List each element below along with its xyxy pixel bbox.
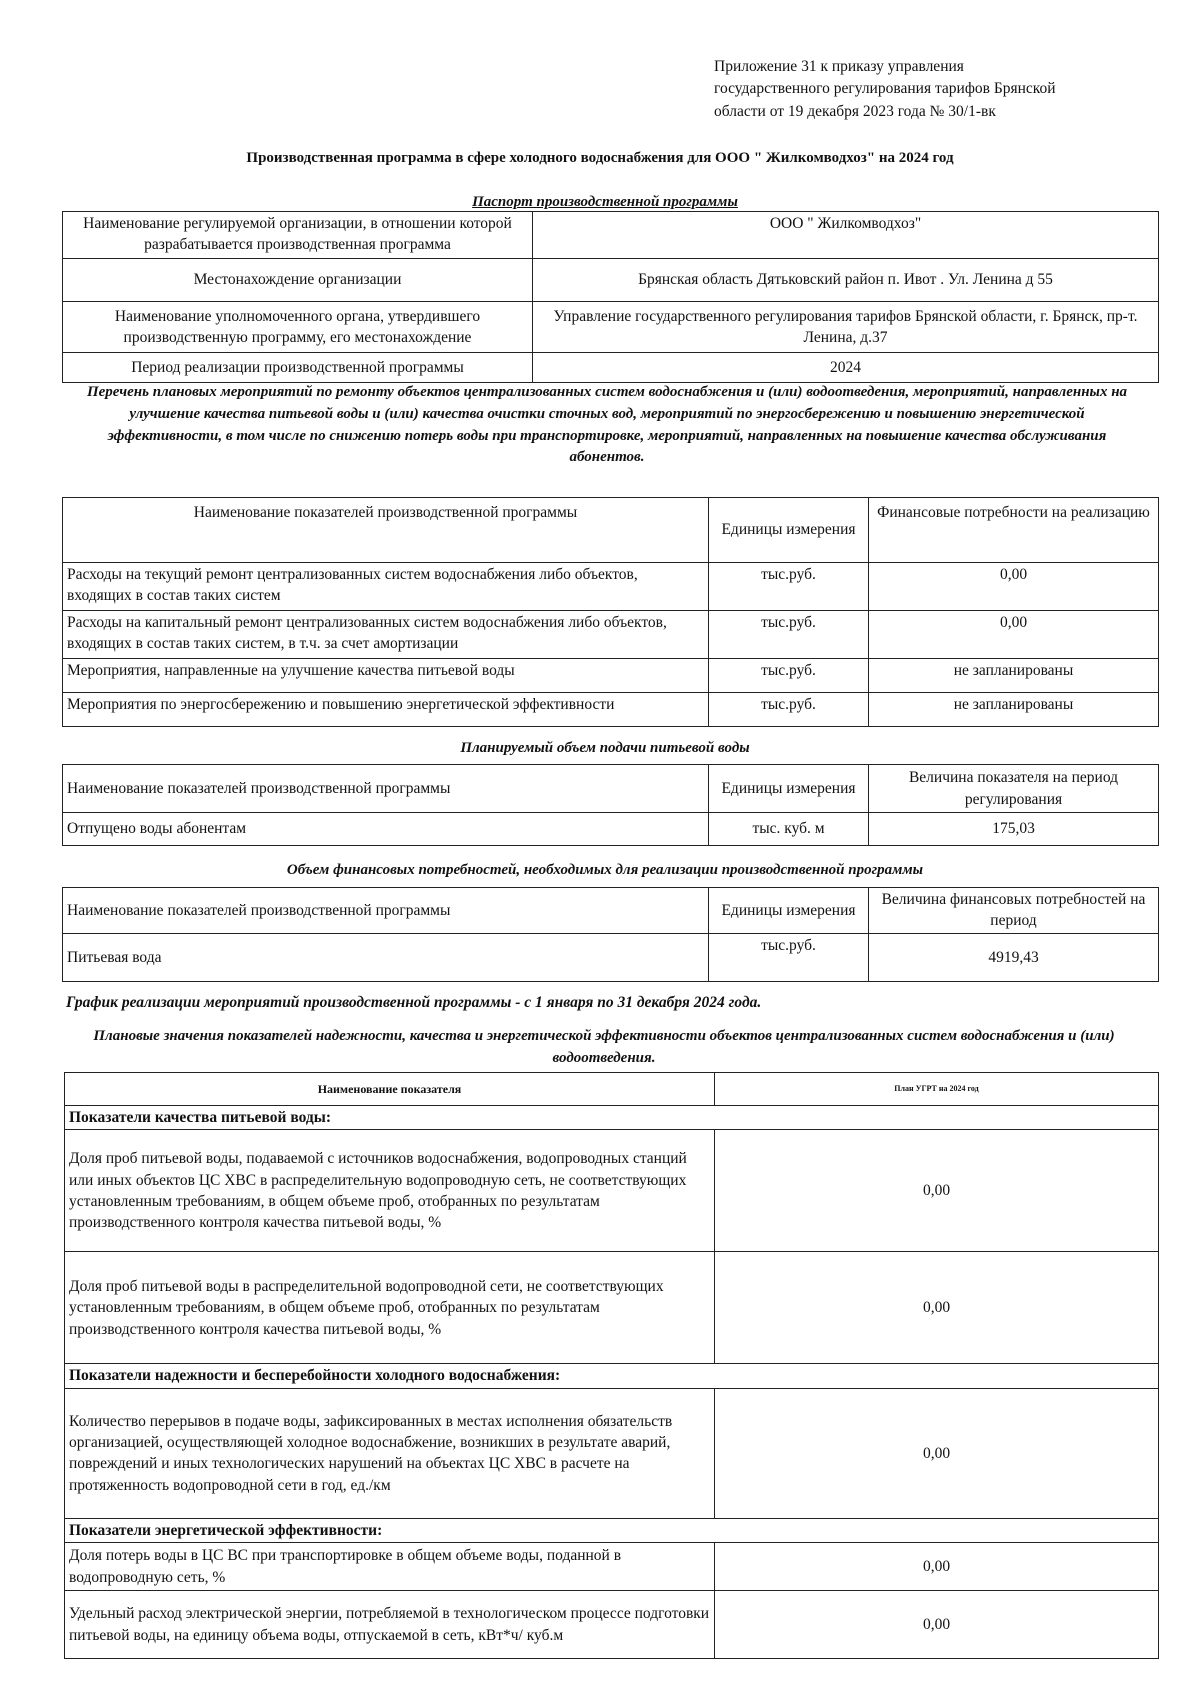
finance-value: 4919,43 <box>869 933 1159 981</box>
appendix-line-2: государственного регулирования тарифов Брянской <box>714 80 1056 98</box>
volume-header-unit: Единицы измерения <box>709 765 869 813</box>
measure-value: 0,00 <box>869 563 1159 611</box>
volume-header-name: Наименование показателей производственной программы <box>63 765 709 813</box>
table-row <box>63 659 1159 693</box>
measure-value: не запланированы <box>869 693 1159 727</box>
passport-value: Управление государственного регулирования тарифов Брянской области, г. Брянск, пр-т. Ленина, д.37 <box>533 302 1159 353</box>
volume-caption: Планируемый объем подачи питьевой воды <box>460 740 750 756</box>
volume-value: 175,03 <box>869 813 1159 846</box>
table-row <box>63 813 1159 846</box>
section-reliability: Показатели надежности и бесперебойности холодного водоснабжения: <box>65 1364 1159 1388</box>
measures-header-unit: Единицы измерения <box>709 498 869 563</box>
indicator-value: 0,00 <box>715 1130 1159 1252</box>
finance-unit: тыс.руб. <box>709 933 869 981</box>
table-row <box>65 1130 1159 1252</box>
appendix-line-3: области от 19 декабря 2023 года № 30/1-вк <box>714 102 996 120</box>
schedule-note: График реализации мероприятий производственной программы - с 1 января по 31 декабря 2024 года. <box>66 994 762 1011</box>
passport-row <box>63 302 1159 353</box>
indicators-header-row <box>65 1073 1159 1106</box>
passport-label: Наименование регулируемой организации, в отношении которой разрабатывается производственная программа <box>63 212 533 259</box>
measures-header-name: Наименование показателей производственной программы <box>63 498 709 563</box>
passport-row <box>63 353 1159 383</box>
table-row <box>65 1591 1159 1659</box>
measure-unit: тыс.руб. <box>709 693 869 727</box>
passport-caption-text: Паспорт производственной программы <box>472 194 738 210</box>
volume-table <box>62 764 1159 846</box>
table-row <box>63 611 1159 659</box>
indicator-value: 0,00 <box>715 1543 1159 1591</box>
measure-name: Мероприятия по энергосбережению и повышению энергетической эффективности <box>63 693 709 727</box>
indicator-value: 0,00 <box>715 1252 1159 1364</box>
finance-caption: Объем финансовых потребностей, необходимых для реализации производственной программы <box>286 862 924 878</box>
measures-header-row <box>63 498 1159 563</box>
measures-header-value: Финансовые потребности на реализацию <box>869 498 1159 563</box>
measure-name: Мероприятия, направленные на улучшение качества питьевой воды <box>63 659 709 693</box>
section-row <box>65 1518 1159 1542</box>
table-row <box>65 1543 1159 1591</box>
measure-value: 0,00 <box>869 611 1159 659</box>
passport-row <box>63 212 1159 259</box>
passport-table <box>62 211 1159 383</box>
section-energy: Показатели энергетической эффективности: <box>65 1518 1159 1542</box>
measure-value: не запланированы <box>869 659 1159 693</box>
measure-unit: тыс.руб. <box>709 659 869 693</box>
indicator-name: Количество перерывов в подаче воды, зафиксированных в местах исполнения обязательств организацией, осуществляющей холодное водоснабжение, возникших в результате аварий, повреждений и иных технологических нарушений на объектах ЦС ХВС в расчете на протяженность водопроводной сети в год, ед./км <box>65 1388 715 1518</box>
finance-header-value: Величина финансовых потребностей на период <box>869 888 1159 934</box>
table-row <box>65 1388 1159 1518</box>
table-row <box>63 933 1159 981</box>
indicators-header-plan: План УГРТ на 2024 год <box>715 1073 1159 1106</box>
indicator-name: Удельный расход электрической энергии, потребляемой в технологическом процессе подготовки питьевой воды, на единицу объема воды, отпускаемой в сеть, кВт*ч/ куб.м <box>65 1591 715 1659</box>
passport-label: Период реализации производственной программы <box>63 353 533 383</box>
table-row <box>63 693 1159 727</box>
measures-caption: Перечень плановых мероприятий по ремонту объектов централизованных систем водоснабжения и (или) водоотведения, мероприятий, направленных на улучшение качества питьевой воды и (или) качества очистки сточных вод, мероприятий по энергосбережению и повышению энергетической эффективности, в том числе по снижению потерь воды при транспортировке, мероприятий, направленных на повышение качества обслуживания абонентов. <box>86 384 1128 466</box>
passport-label: Наименование уполномоченного органа, утвердившего производственную программу, его местонахождение <box>63 302 533 353</box>
indicators-table <box>64 1072 1159 1659</box>
indicators-caption: Плановые значения показателей надежности, качества и энергетической эффективности объектов централизованных систем водоснабжения и (или) водоотведения. <box>93 1028 1115 1066</box>
finance-header-row <box>63 888 1159 934</box>
finance-header-unit: Единицы измерения <box>709 888 869 934</box>
measure-name: Расходы на капитальный ремонт централизованных систем водоснабжения либо объектов, входящих в состав таких систем, в т.ч. за счет амортизации <box>63 611 709 659</box>
volume-header-row <box>63 765 1159 813</box>
measure-unit: тыс.руб. <box>709 611 869 659</box>
appendix-line-1: Приложение 31 к приказу управления <box>714 58 964 75</box>
indicator-name: Доля проб питьевой воды, подаваемой с источников водоснабжения, водопроводных станций или иных объектов ЦС ХВС в распределительную водопроводную сеть, не соответствующих установленным требованиям, в общем объеме проб, отобранных по результатам производственного контроля качества питьевой воды, % <box>65 1130 715 1252</box>
finance-name: Питьевая вода <box>63 933 709 981</box>
volume-unit: тыс. куб. м <box>709 813 869 846</box>
passport-value: 2024 <box>533 353 1159 383</box>
indicator-value: 0,00 <box>715 1388 1159 1518</box>
indicators-header-name: Наименование показателя <box>65 1073 715 1106</box>
finance-table <box>62 887 1159 982</box>
section-row <box>65 1106 1159 1130</box>
indicator-name: Доля проб питьевой воды в распределительной водопроводной сети, не соответствующих установленным требованиям, в общем объеме проб, отобранных по результатам производственного контроля качества питьевой воды, % <box>65 1252 715 1364</box>
table-row <box>65 1252 1159 1364</box>
measure-name: Расходы на текущий ремонт централизованных систем водоснабжения либо объектов, входящих в состав таких систем <box>63 563 709 611</box>
section-quality: Показатели качества питьевой воды: <box>65 1106 1159 1130</box>
passport-value: Брянская область Дятьковский район п. Ивот . Ул. Ленина д 55 <box>533 259 1159 302</box>
passport-row <box>63 259 1159 302</box>
volume-name: Отпущено воды абонентам <box>63 813 709 846</box>
passport-value: ООО " Жилкомводхоз" <box>533 212 1159 259</box>
measures-table <box>62 497 1159 727</box>
section-row <box>65 1364 1159 1388</box>
passport-label: Местонахождение организации <box>63 259 533 302</box>
indicator-value: 0,00 <box>715 1591 1159 1659</box>
document-title: Производственная программа в сфере холодного водоснабжения для ООО " Жилкомводхоз" на 2024 год <box>246 150 954 166</box>
table-row <box>63 563 1159 611</box>
finance-header-name: Наименование показателей производственной программы <box>63 888 709 934</box>
volume-header-value: Величина показателя на период регулирования <box>869 765 1159 813</box>
appendix-note <box>714 56 1154 123</box>
measure-unit: тыс.руб. <box>709 563 869 611</box>
indicator-name: Доля потерь воды в ЦС ВС при транспортировке в общем объеме воды, поданной в водопроводную сеть, % <box>65 1543 715 1591</box>
